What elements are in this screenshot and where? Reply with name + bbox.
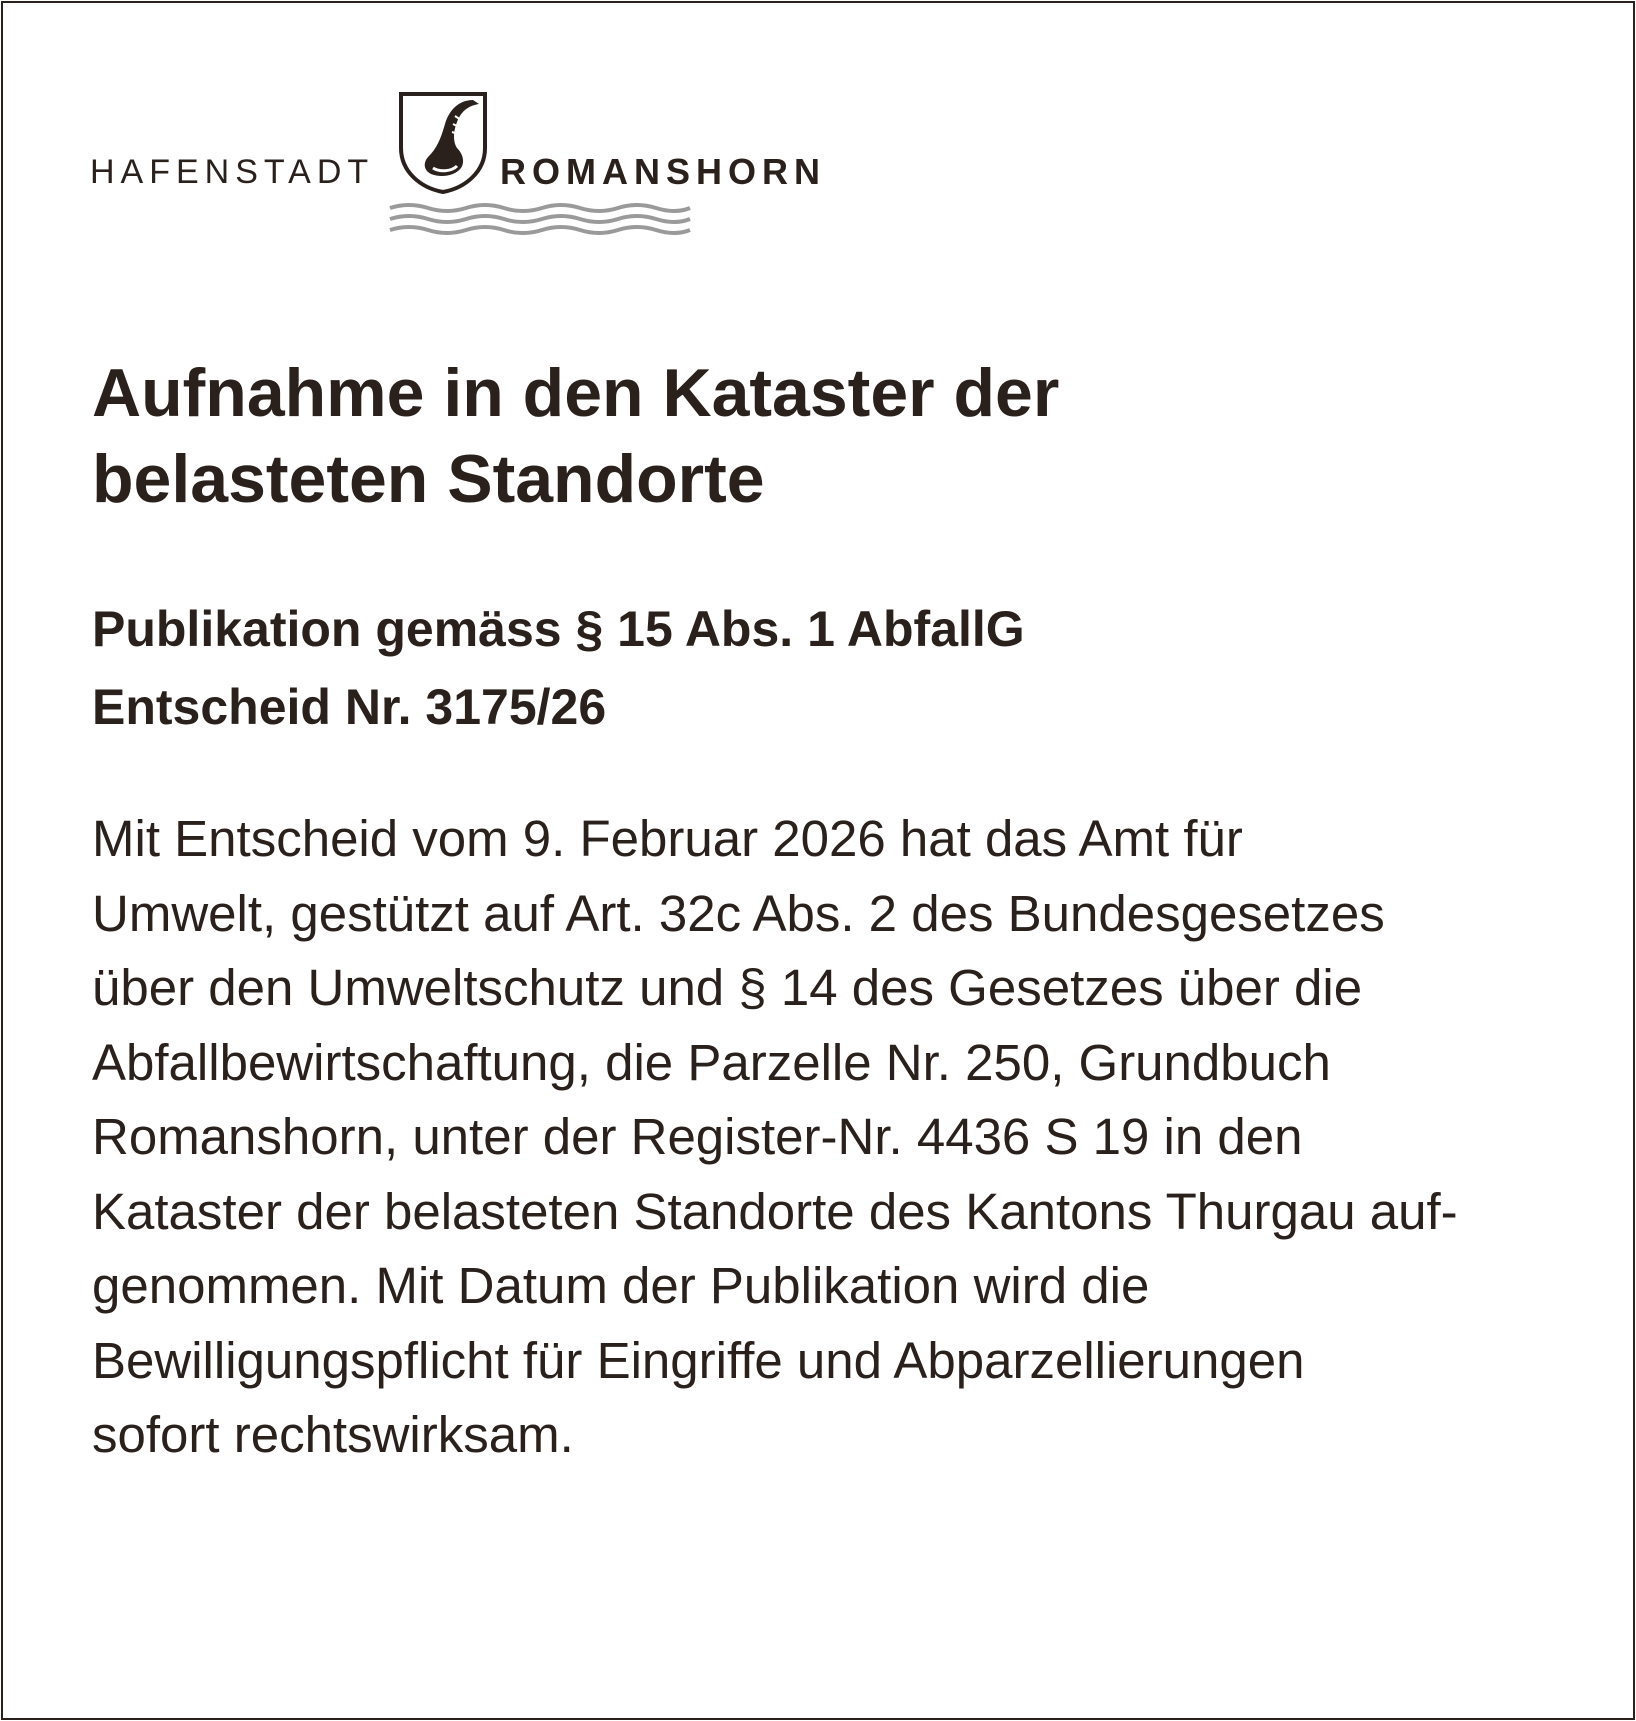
body-line: Mit Entscheid vom 9. Februar 2026 hat das Amt für [92, 810, 1243, 867]
logo-left-word: HAFENSTADT [90, 153, 375, 191]
title-line: belasteten Standorte [92, 441, 765, 517]
notice-title [92, 350, 1532, 522]
body-line: Kataster der belasteten Standorte des Kantons Thurgau auf- [92, 1182, 1458, 1240]
notice-body [92, 802, 1552, 1473]
logo-right-word: ROMANSHORN [500, 151, 826, 192]
body-line: Bewilligungspflicht für Eingriffe und Abparzellierungen [92, 1331, 1305, 1389]
title-line: Aufnahme in den Kataster der [92, 355, 1060, 431]
body-line: Romanshorn, unter der Register-Nr. 4436 S 19 in den [92, 1108, 1303, 1165]
subtitle-line: Publikation gemäss § 15 Abs. 1 AbfallG [92, 601, 1025, 657]
notice-subtitle [92, 590, 1532, 746]
municipality-logo [90, 90, 890, 240]
body-line: über den Umweltschutz und § 14 des Gesetzes über die [92, 959, 1363, 1016]
body-line: genommen. Mit Datum der Publikation wird die [92, 1257, 1150, 1314]
waves-icon [388, 202, 692, 241]
horn-crest-icon [395, 90, 491, 199]
subtitle-line: Entscheid Nr. 3175/26 [92, 679, 607, 735]
body-line: sofort rechtswirksam. [92, 1406, 574, 1463]
body-line: Umwelt, gestützt auf Art. 32c Abs. 2 des Bundesgesetzes [92, 884, 1385, 942]
body-line: Abfallbewirtschaftung, die Parzelle Nr. 250, Grundbuch [92, 1033, 1331, 1091]
